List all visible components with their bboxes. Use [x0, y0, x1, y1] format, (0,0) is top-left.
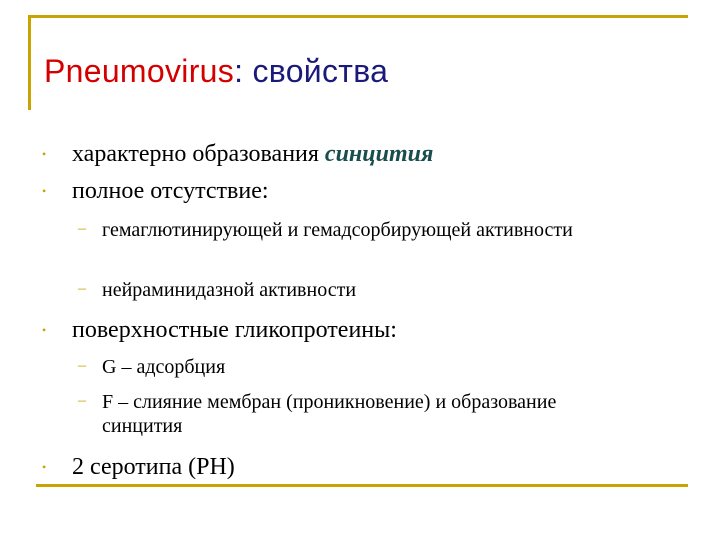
bullet-text-plain: характерно образования — [72, 141, 319, 167]
title-separator: : — [234, 53, 244, 89]
title-subtitle: свойства — [252, 53, 389, 89]
frame-left-line — [28, 15, 31, 110]
title-main: Pneumovirus — [44, 53, 235, 89]
subbullet-text: G – адсорбция — [102, 356, 226, 378]
dash-marker-icon: – — [78, 357, 86, 374]
bullet-text: полное отсутствие: — [72, 178, 269, 204]
bullet-marker-icon: • — [42, 147, 47, 161]
subbullet-text: нейраминидазной активности — [102, 279, 357, 301]
bullet-marker-icon: • — [42, 323, 47, 337]
frame-bottom-line — [36, 484, 688, 487]
subbullet-item — [78, 355, 622, 379]
bullet-text — [72, 140, 433, 168]
subbullet-item — [78, 218, 622, 242]
subbullet-item — [78, 278, 622, 302]
bullet-marker-icon: • — [42, 184, 47, 198]
frame-top-line — [28, 15, 688, 18]
bullet-item — [40, 453, 235, 481]
dash-marker-icon: – — [78, 220, 86, 237]
bullet-item — [40, 177, 269, 205]
subbullet-text: F – слияние мембран (проникновение) и образование синцития — [102, 391, 557, 437]
bullet-text: поверхностные гликопротеины: — [72, 317, 397, 343]
subbullet-text: гемаглютинирующей и гемадсорбирующей активности — [102, 219, 573, 241]
dash-marker-icon: – — [78, 392, 86, 409]
subbullet-item — [78, 390, 622, 438]
bullet-item — [40, 316, 397, 344]
bullet-text-emphasis: синцития — [324, 141, 434, 167]
bullet-text: 2 серотипа (РН) — [72, 454, 235, 480]
slide-title — [44, 50, 388, 92]
bullet-item — [40, 140, 433, 168]
bullet-marker-icon: • — [42, 460, 47, 474]
dash-marker-icon: – — [78, 280, 86, 297]
